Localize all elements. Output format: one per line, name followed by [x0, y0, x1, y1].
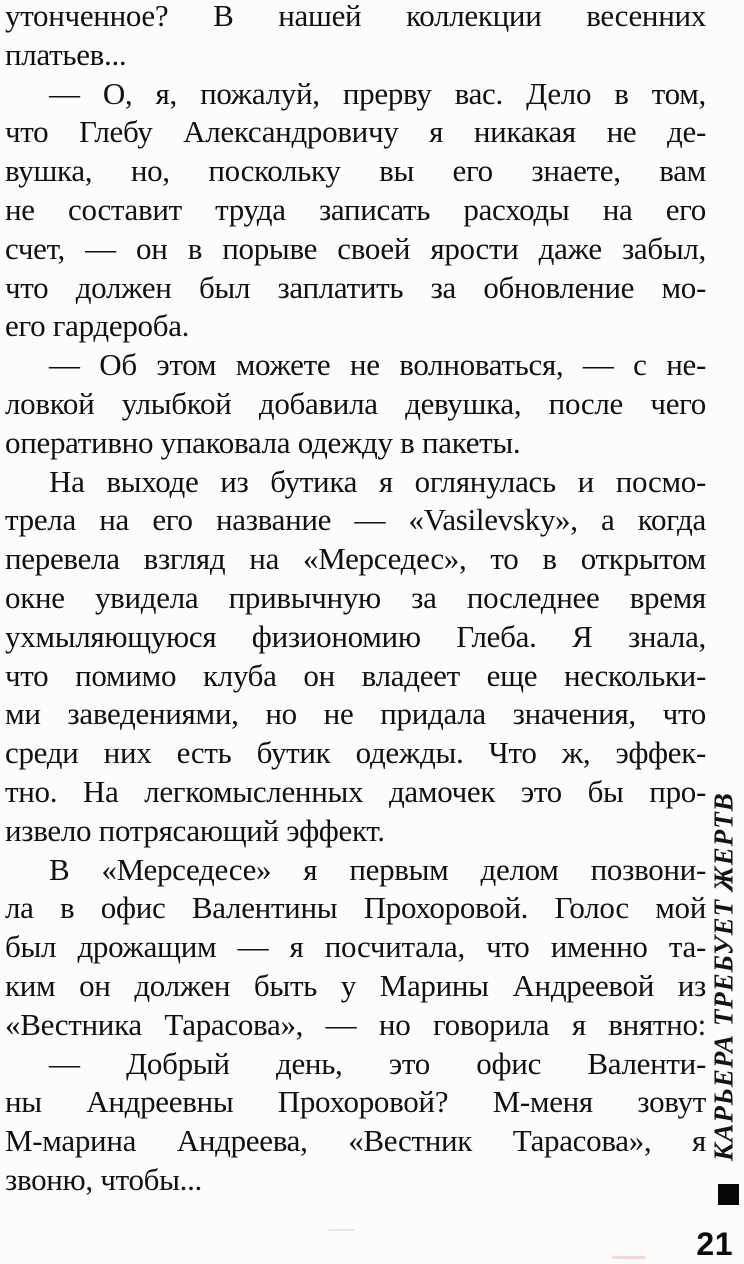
page-text [5, 0, 706, 1200]
text-line: был дрожащим — я посчитала, что именно та- [5, 929, 706, 965]
text-line: М-марина Андреева, «Вестник Тарасова», я [5, 1123, 706, 1159]
text-line: ны Андреевны Прохоровой? М-меня зовут [5, 1084, 706, 1120]
text-line: оперативно упаковала одежду в пакеты. [5, 424, 521, 460]
text-line: ким он должен быть у Марины Андреевой из [5, 967, 706, 1003]
scan-artifact [612, 1256, 646, 1259]
text-line: На выходе из бутика я оглянулась и посмо- [49, 463, 706, 499]
text-line: его гардероба. [5, 308, 190, 344]
text-line: платьев... [5, 36, 127, 72]
text-line: — Об этом можете не волноваться, — с не- [49, 347, 706, 383]
text-line: ла в офис Валентины Прохоровой. Голос мой [5, 890, 706, 926]
text-line: не составит труда записать расходы на его [5, 191, 706, 227]
text-line: тно. На легкомысленных дамочек это бы про- [5, 773, 706, 809]
text-line: среди них есть бутик одежды. Что ж, эффек- [5, 735, 706, 771]
text-line: — О, я, пожалуй, прерву вас. Дело в том, [49, 75, 706, 111]
text-line: окне увидела привычную за последнее время [5, 579, 706, 615]
text-line: что помимо клуба он владеет еще нескольки- [5, 657, 706, 693]
text-line: ухмыляющуюся физиономию Глеба. Я знала, [5, 618, 706, 654]
text-line: что должен был заплатить за обновление мо- [5, 269, 706, 305]
text-line: перевела взгляд на «Мерседес», то в открытом [5, 541, 706, 577]
text-line: ловкой улыбкой добавила девушка, после чего [5, 385, 706, 421]
text-line: звоню, чтобы... [5, 1161, 203, 1197]
text-line: что Глебу Александровичу я никакая не де- [5, 114, 706, 150]
text-line: — Добрый день, это офис Валенти- [49, 1045, 706, 1081]
page-number: 21 [696, 1226, 733, 1262]
book-title-vertical: КАРЬЕРА ТРЕБУЕТ ЖЕРТВ [708, 792, 739, 1162]
text-line: «Вестника Тарасова», — но говорила я внятно: [5, 1006, 706, 1042]
text-line: трела на его название — «Vasilevsky», а когда [5, 502, 706, 538]
text-line: извело потрясающий эффект. [5, 812, 385, 848]
scan-artifact [328, 1229, 354, 1231]
section-end-marker-icon [718, 1184, 739, 1205]
text-line: вушка, но, поскольку вы его знаете, вам [5, 153, 706, 189]
text-line: В «Мерседесе» я первым делом позвони- [49, 851, 706, 887]
text-line: ми заведениями, но не придала значения, что [5, 696, 706, 732]
text-line: утонченное? В нашей коллекции весенних [5, 0, 706, 33]
text-line: счет, — он в порыве своей ярости даже забыл, [5, 230, 706, 266]
